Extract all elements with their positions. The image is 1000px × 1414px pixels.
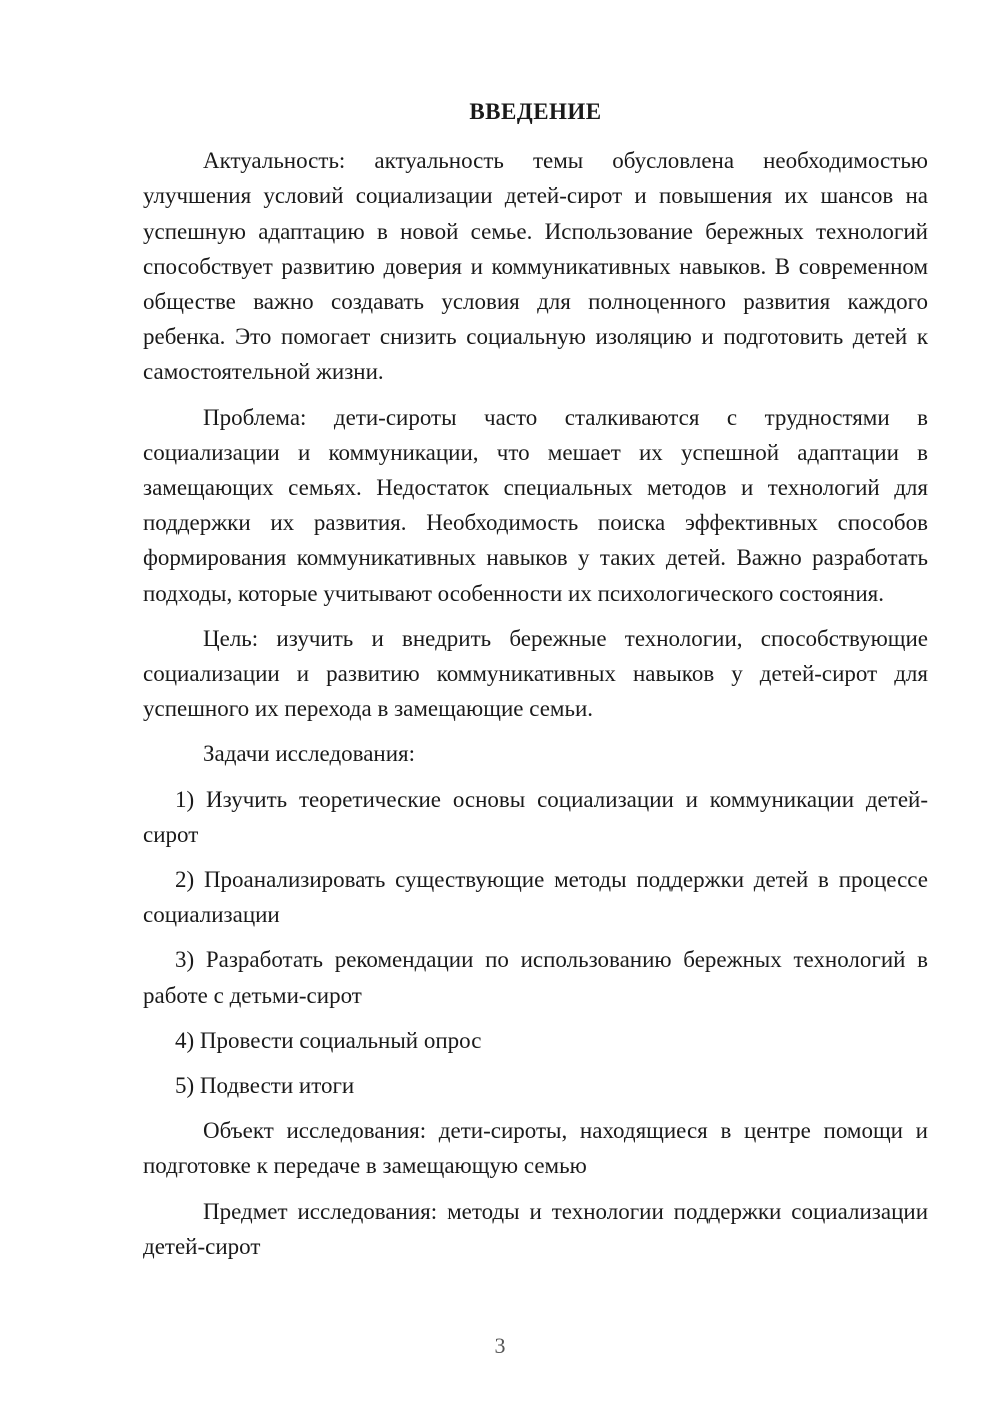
tasks-heading: Задачи исследования: <box>203 741 416 767</box>
paragraph-goal: Цель: изучить и внедрить бережные технологии, способствующие социализации и развитию коммуникативных навыков у детей-сирот для успешного их перехода в замещающие семьи. <box>143 625 928 722</box>
task-item-4: 4) Провести социальный опрос <box>175 1027 482 1053</box>
paragraph-problem: Проблема: дети-сироты часто сталкиваются с трудностями в социализации и коммуникации, что мешает их успешной адаптации в замещающих семьях. Недостаток специальных методов и технологий для поддержки их развития. Необходимость поиска эффективных способов формирования коммуникативных навыков у таких детей. Важно разработать подходы, которые учитывают особенности их психологического состояния. <box>143 404 928 606</box>
task-item-3: 3) Разработать рекомендации по использованию бережных технологий в работе с детьми-сирот <box>143 947 928 1008</box>
paragraph-relevance: Актуальность: актуальность темы обусловлена необходимостью улучшения условий социализации детей-сирот и повышения их шансов на успешную адаптацию в новой семье. Использование бережных технологий способствует развитию доверия и коммуникативных навыков. В современном обществе важно создавать условия для полноценного развития каждого ребенка. Это помогает снизить социальную изоляцию и подготовить детей к самостоятельной жизни. <box>143 148 928 385</box>
task-item-2: 2) Проанализировать существующие методы поддержки детей в процессе социализации <box>143 867 928 928</box>
document-page <box>143 94 928 1274</box>
page-title: ВВЕДЕНИЕ <box>469 99 602 124</box>
paragraph-subject: Предмет исследования: методы и технологии поддержки социализации детей-сирот <box>143 1198 928 1259</box>
task-item-1: 1) Изучить теоретические основы социализации и коммуникации детей-сирот <box>143 786 928 847</box>
paragraph-object: Объект исследования: дети-сироты, находящиеся в центре помощи и подготовке к передаче в замещающую семью <box>143 1118 928 1179</box>
task-item-5: 5) Подвести итоги <box>175 1073 355 1099</box>
page-number: 3 <box>494 1333 506 1358</box>
